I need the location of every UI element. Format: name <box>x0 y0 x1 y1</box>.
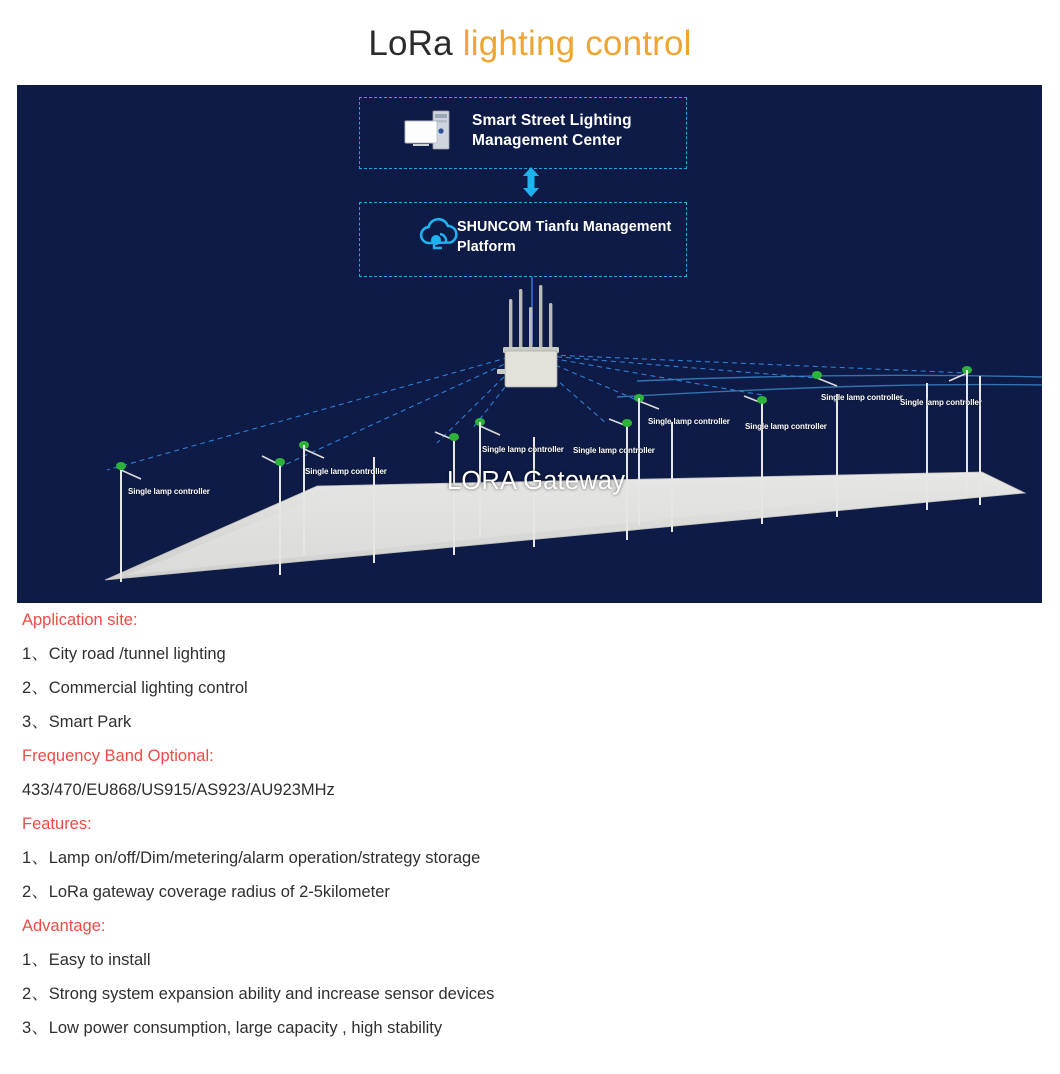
section-heading-features: Features: <box>22 815 92 833</box>
double-arrow-vertical-icon <box>517 167 545 202</box>
list-item-number: 3、 <box>22 713 49 731</box>
controller-label-6: Single lamp controller <box>745 422 827 431</box>
list-item <box>0 875 1060 909</box>
list-item-text: Easy to install <box>48 951 151 969</box>
list-item-text: Strong system expansion ability and increase sensor devices <box>48 985 495 1003</box>
architecture-diagram <box>17 85 1042 603</box>
list-item-text: Lamp on/off/Dim/metering/alarm operation/strategy storage <box>48 849 481 867</box>
list-item-number: 1、 <box>22 849 49 867</box>
list-item-text: LoRa gateway coverage radius of 2-5kilometer <box>48 883 390 901</box>
list-item <box>0 705 1060 739</box>
controller-label-8: Single lamp controller <box>900 398 982 407</box>
controller-label-7: Single lamp controller <box>821 393 903 402</box>
controller-label-1: Single lamp controller <box>128 487 210 496</box>
list-item <box>0 637 1060 671</box>
list-item-number: 1、 <box>22 645 49 663</box>
section-heading-advantage: Advantage: <box>22 917 106 935</box>
lora-gateway-icon <box>485 285 577 398</box>
list-item <box>0 1011 1060 1045</box>
list-item-number: 1、 <box>22 951 49 969</box>
section-heading-application-site: Application site: <box>22 611 138 629</box>
controller-label-4: Single lamp controller <box>573 446 655 455</box>
management-center-label: Smart Street Lighting Management Center <box>472 112 632 149</box>
gateway-label: LORA Gateway <box>447 467 626 495</box>
section-heading-frequency-band: Frequency Band Optional: <box>22 747 214 765</box>
page-title <box>0 0 1060 73</box>
list-item-text: Commercial lighting control <box>48 679 248 697</box>
details-content <box>0 603 1060 1045</box>
platform-label: SHUNCOM Tianfu Management Platform <box>457 219 672 255</box>
list-item-text: Smart Park <box>48 713 132 731</box>
list-item <box>0 671 1060 705</box>
list-item-number: 2、 <box>22 679 49 697</box>
list-item-text: City road /tunnel lighting <box>48 645 226 663</box>
list-item-text: Low power consumption, large capacity , high stability <box>48 1019 443 1037</box>
list-item-number: 2、 <box>22 985 49 1003</box>
page-title-accent: lighting control <box>462 24 692 63</box>
list-item <box>0 977 1060 1011</box>
list-item-number: 2、 <box>22 883 49 901</box>
list-item-number: 3、 <box>22 1019 49 1037</box>
list-item <box>0 943 1060 977</box>
page-title-primary: LoRa <box>368 24 453 63</box>
controller-label-3: Single lamp controller <box>482 445 564 454</box>
list-item <box>0 841 1060 875</box>
controller-label-5: Single lamp controller <box>648 417 730 426</box>
controller-label-2: Single lamp controller <box>305 467 387 476</box>
frequency-band-value: 433/470/EU868/US915/AS923/AU923MHz <box>22 781 335 799</box>
desktop-computer-icon <box>403 109 455 158</box>
